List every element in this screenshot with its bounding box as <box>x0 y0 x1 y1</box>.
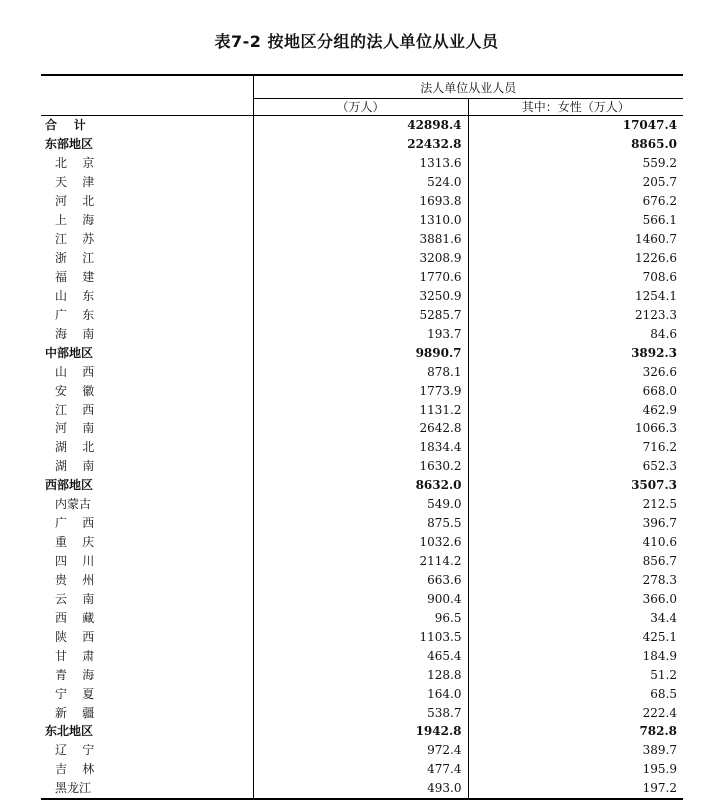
employees-female-cell: 425.1 <box>642 629 678 644</box>
row-label: 浙 江 <box>55 251 95 266</box>
employees-total-cell: 1310.0 <box>253 211 468 230</box>
row-label: 江 苏 <box>55 232 95 247</box>
employees-total-cell: 1942.8 <box>253 722 468 741</box>
province-row <box>41 665 683 684</box>
row-label: 黑龙江 <box>41 779 253 799</box>
row-label: 中部地区 <box>45 345 94 360</box>
row-label: 西部地区 <box>45 478 94 493</box>
employees-total-cell: 42898.4 <box>253 116 468 135</box>
employees-female-cell: 856.7 <box>642 554 678 569</box>
employees-female-cell: 462.9 <box>642 402 678 417</box>
row-label: 宁 夏 <box>55 686 95 701</box>
province-row <box>41 703 683 722</box>
row-label: 陕 西 <box>55 629 95 644</box>
grand-total-row <box>41 116 683 135</box>
row-label: 广 东 <box>55 307 95 322</box>
row-label: 西 藏 <box>55 610 95 625</box>
employees-total-cell: 1773.9 <box>253 381 468 400</box>
row-label: 新 疆 <box>55 705 95 720</box>
employees-total-cell: 1693.8 <box>253 192 468 211</box>
province-row <box>41 608 683 627</box>
province-row <box>41 627 683 646</box>
province-row <box>41 381 683 400</box>
employees-total-cell: 8632.0 <box>253 476 468 495</box>
row-label: 北 京 <box>55 156 95 171</box>
employees-female-cell: 782.8 <box>639 724 678 739</box>
province-row <box>41 230 683 249</box>
employees-female-cell: 1066.3 <box>635 421 678 436</box>
row-label: 吉 林 <box>55 762 95 777</box>
region-subtotal-row <box>41 343 683 362</box>
row-label: 湖 北 <box>55 440 95 455</box>
row-label: 重 庆 <box>55 535 95 550</box>
employees-total-cell: 663.6 <box>253 571 468 590</box>
employees-female-cell: 3892.3 <box>631 345 678 360</box>
row-label: 四 川 <box>55 554 95 569</box>
employees-total-cell: 9890.7 <box>253 343 468 362</box>
employees-total-cell: 2642.8 <box>253 419 468 438</box>
row-label: 辽 宁 <box>55 743 95 758</box>
row-label: 海 南 <box>55 326 95 341</box>
province-row <box>41 211 683 230</box>
employees-total-cell: 3208.9 <box>253 249 468 268</box>
employees-total-cell: 164.0 <box>253 684 468 703</box>
employees-female-cell: 676.2 <box>642 194 678 209</box>
employees-total-cell: 493.0 <box>253 779 468 799</box>
employees-female-cell: 8865.0 <box>631 137 678 152</box>
employees-total-cell: 3881.6 <box>253 230 468 249</box>
employees-female-cell: 278.3 <box>642 572 678 587</box>
employees-total-cell: 465.4 <box>253 646 468 665</box>
employees-female-cell: 716.2 <box>642 440 678 455</box>
employees-female-cell: 668.0 <box>642 383 678 398</box>
row-label: 东北地区 <box>45 724 94 739</box>
employees-total-cell: 477.4 <box>253 760 468 779</box>
province-row <box>41 495 683 514</box>
female-column-header: 其中：女性（万人） <box>468 99 683 116</box>
province-row <box>41 305 683 324</box>
row-label: 合 计 <box>41 116 253 135</box>
province-row <box>41 514 683 533</box>
region-subtotal-row <box>41 476 683 495</box>
employees-female-cell: 68.5 <box>650 686 678 701</box>
province-row <box>41 684 683 703</box>
row-label: 贵 州 <box>55 572 95 587</box>
employees-total-cell: 1313.6 <box>253 154 468 173</box>
employees-female-cell: 389.7 <box>642 743 678 758</box>
province-row <box>41 249 683 268</box>
employees-total-cell: 524.0 <box>253 173 468 192</box>
employees-female-cell: 326.6 <box>642 364 678 379</box>
employees-total-cell: 1630.2 <box>253 457 468 476</box>
row-label: 山 东 <box>55 288 95 303</box>
employees-female-cell: 205.7 <box>642 175 678 190</box>
employees-female-cell: 17047.4 <box>468 116 683 135</box>
employees-total-cell: 878.1 <box>253 362 468 381</box>
employees-female-cell: 84.6 <box>650 326 678 341</box>
employees-female-cell: 559.2 <box>642 156 678 171</box>
row-label: 青 海 <box>55 667 95 682</box>
province-row <box>41 457 683 476</box>
province-row <box>41 438 683 457</box>
employees-total-cell: 22432.8 <box>253 135 468 154</box>
employees-female-cell: 3507.3 <box>631 478 678 493</box>
employees-total-cell: 538.7 <box>253 703 468 722</box>
employees-female-cell: 212.5 <box>642 497 678 512</box>
region-column-header <box>41 75 253 116</box>
employees-total-cell: 900.4 <box>253 589 468 608</box>
province-row <box>41 286 683 305</box>
row-label: 福 建 <box>55 269 95 284</box>
row-label: 江 西 <box>55 402 95 417</box>
province-row <box>41 741 683 760</box>
province-row <box>41 154 683 173</box>
employees-female-cell: 410.6 <box>642 535 678 550</box>
province-row <box>41 760 683 779</box>
province-row <box>41 192 683 211</box>
employees-female-cell: 366.0 <box>642 591 678 606</box>
employees-total-cell: 1103.5 <box>253 627 468 646</box>
employees-total-cell: 549.0 <box>253 495 468 514</box>
region-subtotal-row <box>41 722 683 741</box>
employees-female-cell: 184.9 <box>642 648 678 663</box>
row-label: 广 西 <box>55 516 95 531</box>
employees-female-cell: 51.2 <box>650 667 678 682</box>
employees-total-cell: 1834.4 <box>253 438 468 457</box>
row-label: 东部地区 <box>45 137 94 152</box>
province-row <box>41 324 683 343</box>
employees-total-cell: 193.7 <box>253 324 468 343</box>
total-unit-header: （万人） <box>253 99 468 116</box>
employment-table <box>41 74 683 800</box>
employees-female-cell: 1254.1 <box>635 288 678 303</box>
employees-total-cell: 1131.2 <box>253 400 468 419</box>
employees-female-cell: 652.3 <box>642 459 678 474</box>
province-row <box>41 571 683 590</box>
row-label: 甘 肃 <box>55 648 95 663</box>
employees-total-cell: 5285.7 <box>253 305 468 324</box>
region-subtotal-row <box>41 135 683 154</box>
row-label: 安 徽 <box>55 383 95 398</box>
province-row <box>41 362 683 381</box>
province-row <box>41 400 683 419</box>
employees-female-cell: 1460.7 <box>635 232 678 247</box>
employees-female-cell: 34.4 <box>650 610 678 625</box>
province-row <box>41 419 683 438</box>
employees-female-cell: 2123.3 <box>635 307 678 322</box>
data-table-container <box>41 74 683 800</box>
employees-total-cell: 96.5 <box>253 608 468 627</box>
province-row <box>41 779 683 799</box>
employees-female-cell: 195.9 <box>642 762 678 777</box>
employees-total-cell: 1032.6 <box>253 533 468 552</box>
province-row <box>41 173 683 192</box>
employees-total-cell: 875.5 <box>253 514 468 533</box>
row-label: 天 津 <box>55 175 95 190</box>
province-row <box>41 646 683 665</box>
province-row <box>41 589 683 608</box>
row-label: 河 北 <box>55 194 95 209</box>
row-label: 湖 南 <box>55 459 95 474</box>
employees-total-cell: 3250.9 <box>253 286 468 305</box>
employees-total-cell: 1770.6 <box>253 268 468 287</box>
table-title: 表7-2 按地区分组的法人单位从业人员 <box>214 32 499 51</box>
province-row <box>41 533 683 552</box>
province-row <box>41 552 683 571</box>
table-header <box>41 75 683 116</box>
employees-female-cell: 197.2 <box>468 779 683 799</box>
table-body <box>41 116 683 799</box>
employees-total-cell: 972.4 <box>253 741 468 760</box>
province-row <box>41 268 683 287</box>
employees-total-cell: 2114.2 <box>253 552 468 571</box>
row-label: 内蒙古 <box>55 497 92 512</box>
employees-total-cell: 128.8 <box>253 665 468 684</box>
total-column-header: 法人单位从业人员 <box>253 75 683 99</box>
row-label: 云 南 <box>55 591 95 606</box>
employees-female-cell: 396.7 <box>642 516 678 531</box>
employees-female-cell: 1226.6 <box>635 251 678 266</box>
row-label: 山 西 <box>55 364 95 379</box>
employees-female-cell: 708.6 <box>642 269 678 284</box>
employees-female-cell: 222.4 <box>642 705 678 720</box>
row-label: 河 南 <box>55 421 95 436</box>
row-label: 上 海 <box>55 213 95 228</box>
employees-female-cell: 566.1 <box>642 213 678 228</box>
